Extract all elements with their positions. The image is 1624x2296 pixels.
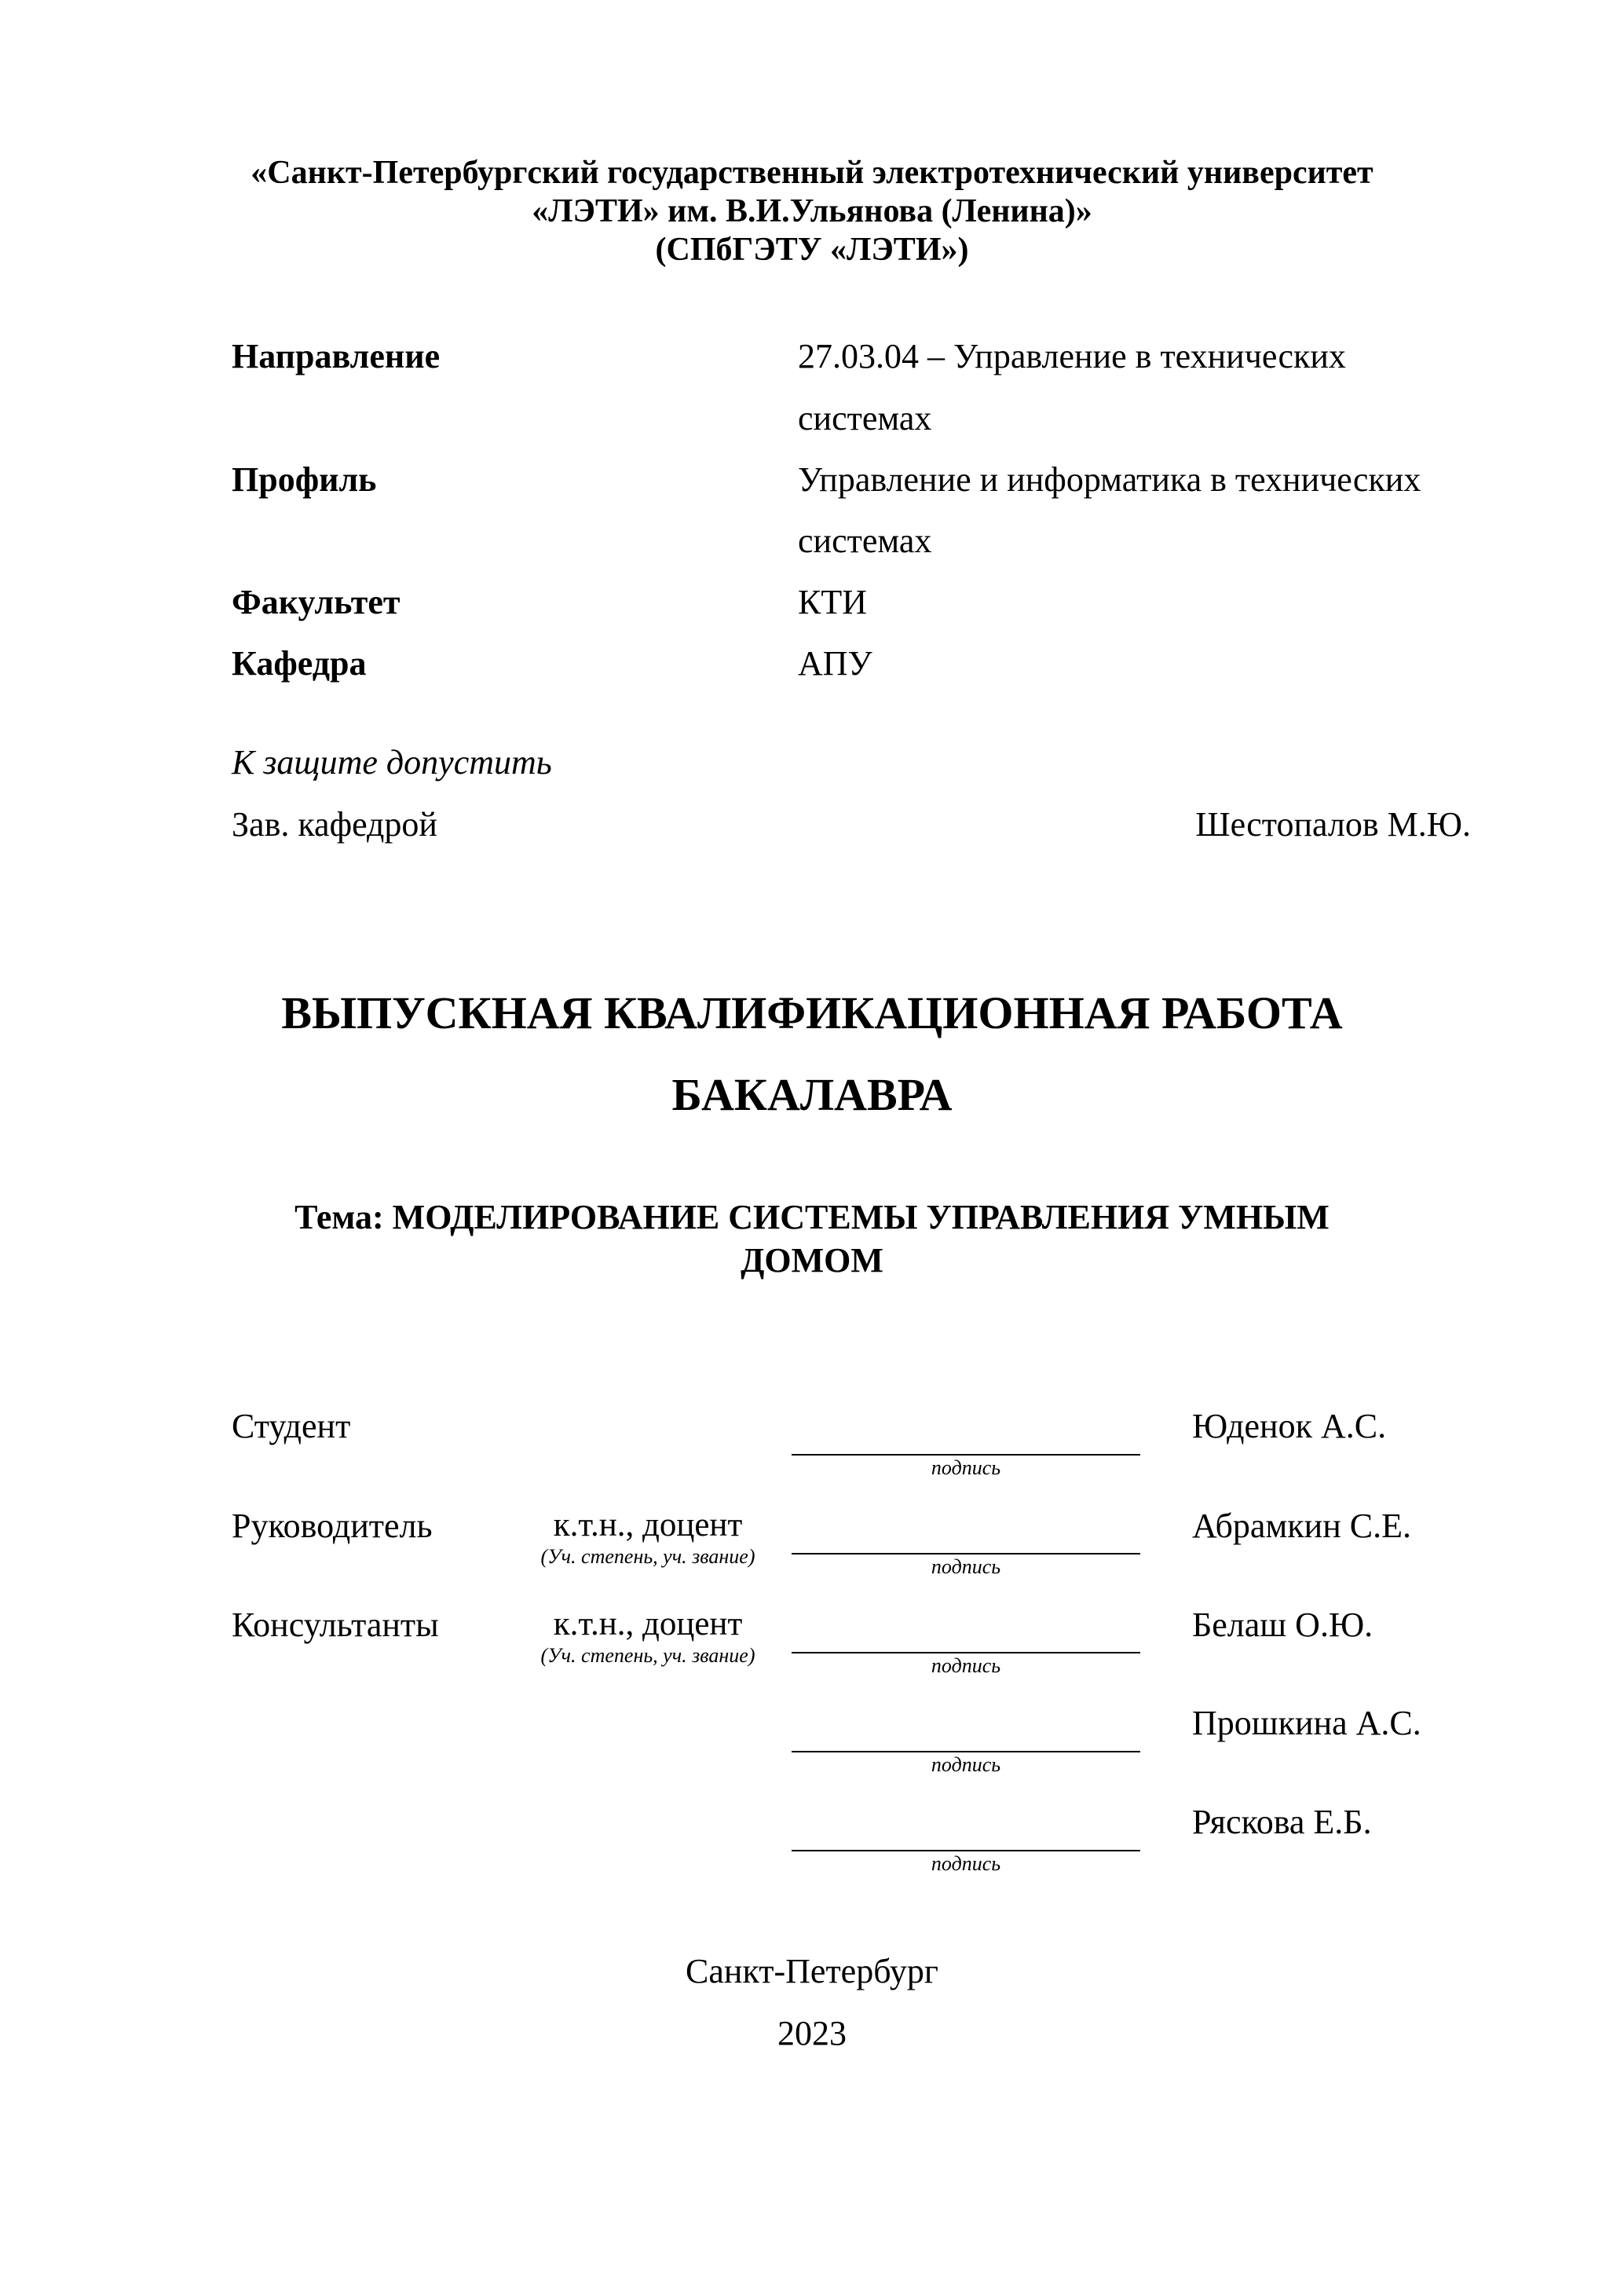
profile-value-line-1: Управление и информатика в технических [798,460,1421,499]
consultant-3-name: Ряскова Е.Б. [1192,1803,1372,1841]
consultant-2-name: Прошкина А.С. [1192,1704,1421,1742]
university-header [0,154,1624,269]
consultants-role: Консультанты [232,1606,439,1644]
department-value: АПУ [798,644,872,683]
head-of-department-name: Шестопалов М.Ю. [1195,805,1471,844]
consultant-3-signature-line [792,1850,1140,1851]
student-name: Юденок А.С. [1192,1407,1387,1445]
consultant-1-name: Белаш О.Ю. [1192,1606,1373,1644]
consultant-2-signature-line [792,1751,1140,1752]
direction-label: Направление [232,337,441,375]
university-name-line-2: «ЛЭТИ» им. В.И.Ульянова (Ленина)» [532,193,1092,229]
thesis-topic [0,1196,1624,1282]
faculty-label: Факультет [232,583,401,621]
thesis-topic-line-2: ДОМОМ [741,1241,883,1280]
student-role: Студент [232,1407,351,1445]
university-abbreviation: (СПбГЭТУ «ЛЭТИ») [655,232,969,268]
supervisor-degree: к.т.н., доцент [553,1507,743,1543]
supervisor-degree-caption: (Уч. степень, уч. звание) [540,1545,755,1568]
supervisor-role: Руководитель [232,1507,433,1545]
supervisor-signature-line [792,1553,1140,1554]
thesis-topic-line-1: Тема: МОДЕЛИРОВАНИЕ СИСТЕМЫ УПРАВЛЕНИЯ УМНЫМ [294,1198,1330,1236]
student-signature-caption: подпись [931,1456,1001,1479]
consultant-degree: к.т.н., доцент [553,1606,743,1642]
document-title-line-1: ВЫПУСКНАЯ КВАЛИФИКАЦИОННАЯ РАБОТА [281,987,1343,1038]
admit-to-defense-text: К защите допустить [232,743,552,782]
supervisor-name: Абрамкин С.Е. [1192,1507,1411,1545]
university-name-line-1: «Санкт-Петербургский государственный электротехнический университет [251,155,1373,191]
city: Санкт-Петербург [686,1952,938,1990]
profile-label: Профиль [232,460,377,499]
year: 2023 [777,2014,847,2052]
department-label: Кафедра [232,644,367,683]
student-signature-line [792,1454,1140,1456]
direction-value-line-1: 27.03.04 – Управление в технических [798,337,1346,375]
profile-value-line-2: системах [798,522,932,560]
consultant-1-signature-caption: подпись [931,1654,1001,1677]
consultant-3-signature-caption: подпись [931,1852,1001,1875]
head-of-department-label: Зав. кафедрой [232,805,437,844]
consultant-degree-caption: (Уч. степень, уч. звание) [540,1644,755,1667]
faculty-value: КТИ [798,583,867,621]
document-title-line-2: БАКАЛАВРА [671,1069,953,1120]
direction-value-line-2: системах [798,399,932,438]
consultant-2-signature-caption: подпись [931,1753,1001,1776]
consultant-1-signature-line [792,1652,1140,1653]
supervisor-signature-caption: подпись [931,1555,1001,1578]
